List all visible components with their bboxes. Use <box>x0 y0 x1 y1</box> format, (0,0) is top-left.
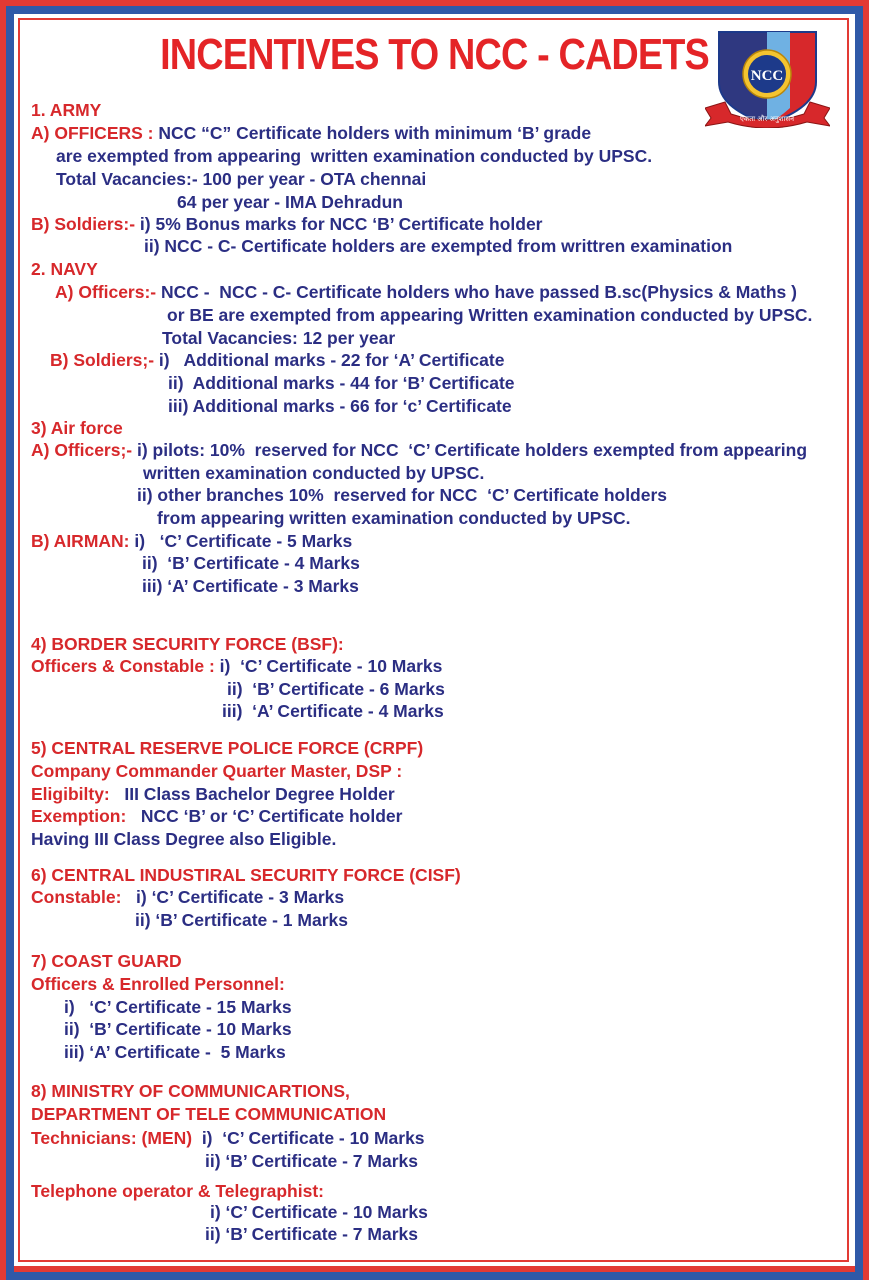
text-line <box>31 530 352 552</box>
line-text: ii) ‘B’ Certificate - 7 Marks <box>205 1151 418 1171</box>
text-line <box>31 417 123 439</box>
line-label: Constable: <box>31 887 127 907</box>
line-text: ii) ‘B’ Certificate - 4 Marks <box>142 553 360 573</box>
line-text: from appearing written examination conducted by UPSC. <box>157 508 631 528</box>
line-text: written examination conducted by UPSC. <box>143 463 485 483</box>
line-label: 5) CENTRAL RESERVE POLICE FORCE (CRPF) <box>31 738 424 758</box>
line-label: B) AIRMAN: <box>31 531 135 551</box>
text-line <box>31 1080 350 1102</box>
text-line <box>64 1018 292 1040</box>
frame-red-right <box>863 0 869 1280</box>
text-line <box>31 1127 425 1149</box>
text-line <box>56 145 652 167</box>
text-line <box>167 304 812 326</box>
text-line <box>31 886 344 908</box>
text-line <box>143 462 484 484</box>
text-line <box>56 168 426 190</box>
text-line <box>55 281 797 303</box>
line-text: are exempted from appearing written examination conducted by UPSC. <box>56 146 653 166</box>
line-label: A) Officers:- <box>55 282 161 302</box>
line-label: Telephone operator & Telegraphist: <box>31 1181 324 1201</box>
line-text: iii) ‘A’ Certificate - 5 Marks <box>64 1042 286 1062</box>
text-line <box>137 484 667 506</box>
logo-text: NCC <box>750 68 784 84</box>
line-text: i) ‘C’ Certificate - 15 Marks <box>64 997 292 1017</box>
text-line <box>31 99 101 121</box>
text-line <box>210 1201 428 1223</box>
text-line <box>64 1041 286 1063</box>
text-line <box>142 575 359 597</box>
line-label: 3) Air force <box>31 418 123 438</box>
line-label: Exemption: <box>31 806 132 826</box>
line-text: iii) Additional marks - 66 for ‘c’ Certificate <box>168 396 512 416</box>
text-line <box>205 1223 418 1245</box>
frame-blue-top <box>0 6 869 14</box>
line-text: ii) ‘B’ Certificate - 7 Marks <box>205 1224 418 1244</box>
line-label: Eligibilty: <box>31 784 115 804</box>
line-label: 8) MINISTRY OF COMMUNICARTIONS, <box>31 1081 350 1101</box>
line-text: i) ‘C’ Certificate - 10 Marks <box>210 1202 428 1222</box>
line-text: Total Vacancies: 12 per year <box>162 328 396 348</box>
line-text: NCC “C” Certificate holders with minimum ‘B’ grade <box>158 123 592 143</box>
line-text: iii) ‘A’ Certificate - 4 Marks <box>222 701 444 721</box>
text-line <box>168 395 512 417</box>
line-text: ii) NCC - C- Certificate holders are exempted from writtren examination <box>144 236 733 256</box>
line-text: i) pilots: 10% reserved for NCC ‘C’ Certificate holders exempted from appearing <box>136 440 808 460</box>
text-line <box>31 1180 324 1202</box>
text-line <box>157 507 631 529</box>
text-line <box>162 327 395 349</box>
line-text: or BE are exempted from appearing Written examination conducted by UPSC. <box>167 305 813 325</box>
text-line <box>31 122 591 144</box>
line-text: ii) ‘B’ Certificate - 6 Marks <box>227 679 445 699</box>
text-line <box>31 783 395 805</box>
text-line <box>50 349 504 371</box>
line-label: Officers & Constable : <box>31 656 220 676</box>
line-text: NCC ‘B’ or ‘C’ Certificate holder <box>131 806 403 826</box>
line-label: B) Soldiers;- <box>50 350 159 370</box>
line-text: iii) ‘A’ Certificate - 3 Marks <box>142 576 359 596</box>
text-line <box>31 1103 386 1125</box>
text-line <box>31 439 807 461</box>
text-line <box>31 973 285 995</box>
frame-blue-right <box>855 6 863 1272</box>
line-text: i) ‘C’ Certificate - 10 Marks <box>196 1128 425 1148</box>
line-text: i) ‘C’ Certificate - 5 Marks <box>134 531 353 551</box>
line-text: ii) ‘B’ Certificate - 1 Marks <box>135 910 348 930</box>
line-text: 64 per year - IMA Dehradun <box>177 192 403 212</box>
frame-blue-left <box>6 6 14 1272</box>
line-label: Officers & Enrolled Personnel: <box>31 974 285 994</box>
text-line <box>31 760 402 782</box>
line-text: i) 5% Bonus marks for NCC ‘B’ Certificate holder <box>139 214 543 234</box>
line-text: ii) Additional marks - 44 for ‘B’ Certificate <box>168 373 515 393</box>
text-line <box>31 737 423 759</box>
text-line <box>31 655 442 677</box>
text-line <box>135 909 348 931</box>
text-line <box>31 864 461 886</box>
line-text: Having III Class Degree also Eligible. <box>31 829 337 849</box>
text-line <box>31 805 402 827</box>
line-label: B) Soldiers:- <box>31 214 140 234</box>
text-line <box>222 700 444 722</box>
text-line <box>177 191 403 213</box>
line-text: i) ‘C’ Certificate - 10 Marks <box>219 656 443 676</box>
line-label: 6) CENTRAL INDUSTIRAL SECURITY FORCE (CISF) <box>31 865 461 885</box>
text-line <box>205 1150 418 1172</box>
text-line <box>144 235 732 257</box>
line-text: ii) ‘B’ Certificate - 10 Marks <box>64 1019 292 1039</box>
text-line <box>31 213 543 235</box>
line-label: 7) COAST GUARD <box>31 951 182 971</box>
line-text: i) Additional marks - 22 for ‘A’ Certificate <box>158 350 505 370</box>
line-text: i) ‘C’ Certificate - 3 Marks <box>126 887 345 907</box>
text-line <box>168 372 515 394</box>
logo-motto: एकता और अनुशासन <box>740 115 794 123</box>
text-line <box>31 950 182 972</box>
line-text: Total Vacancies:- 100 per year - OTA chennai <box>56 169 427 189</box>
text-line <box>64 996 292 1018</box>
text-line <box>142 552 360 574</box>
line-label: 2. NAVY <box>31 259 98 279</box>
line-label: DEPARTMENT OF TELE COMMUNICATION <box>31 1104 387 1124</box>
line-text: NCC - NCC - C- Certificate holders who have passed B.sc(Physics & Maths ) <box>160 282 797 302</box>
line-label: A) Officers;- <box>31 440 137 460</box>
line-text: III Class Bachelor Degree Holder <box>114 784 395 804</box>
line-label: 4) BORDER SECURITY FORCE (BSF): <box>31 634 344 654</box>
ncc-logo-icon <box>705 28 830 128</box>
text-line <box>31 633 344 655</box>
line-label: Technicians: (MEN) <box>31 1128 197 1148</box>
line-label: A) OFFICERS : <box>31 123 159 143</box>
line-label: 1. ARMY <box>31 100 102 120</box>
text-line <box>31 828 336 850</box>
text-line <box>227 678 445 700</box>
line-text: ii) other branches 10% reserved for NCC ‘C’ Certificate holders <box>137 485 668 505</box>
page-title: INCENTIVES TO NCC - CADETS <box>160 30 709 79</box>
line-label: Company Commander Quarter Master, DSP : <box>31 761 403 781</box>
frame-blue-bottom <box>0 1272 869 1280</box>
text-line <box>31 258 98 280</box>
